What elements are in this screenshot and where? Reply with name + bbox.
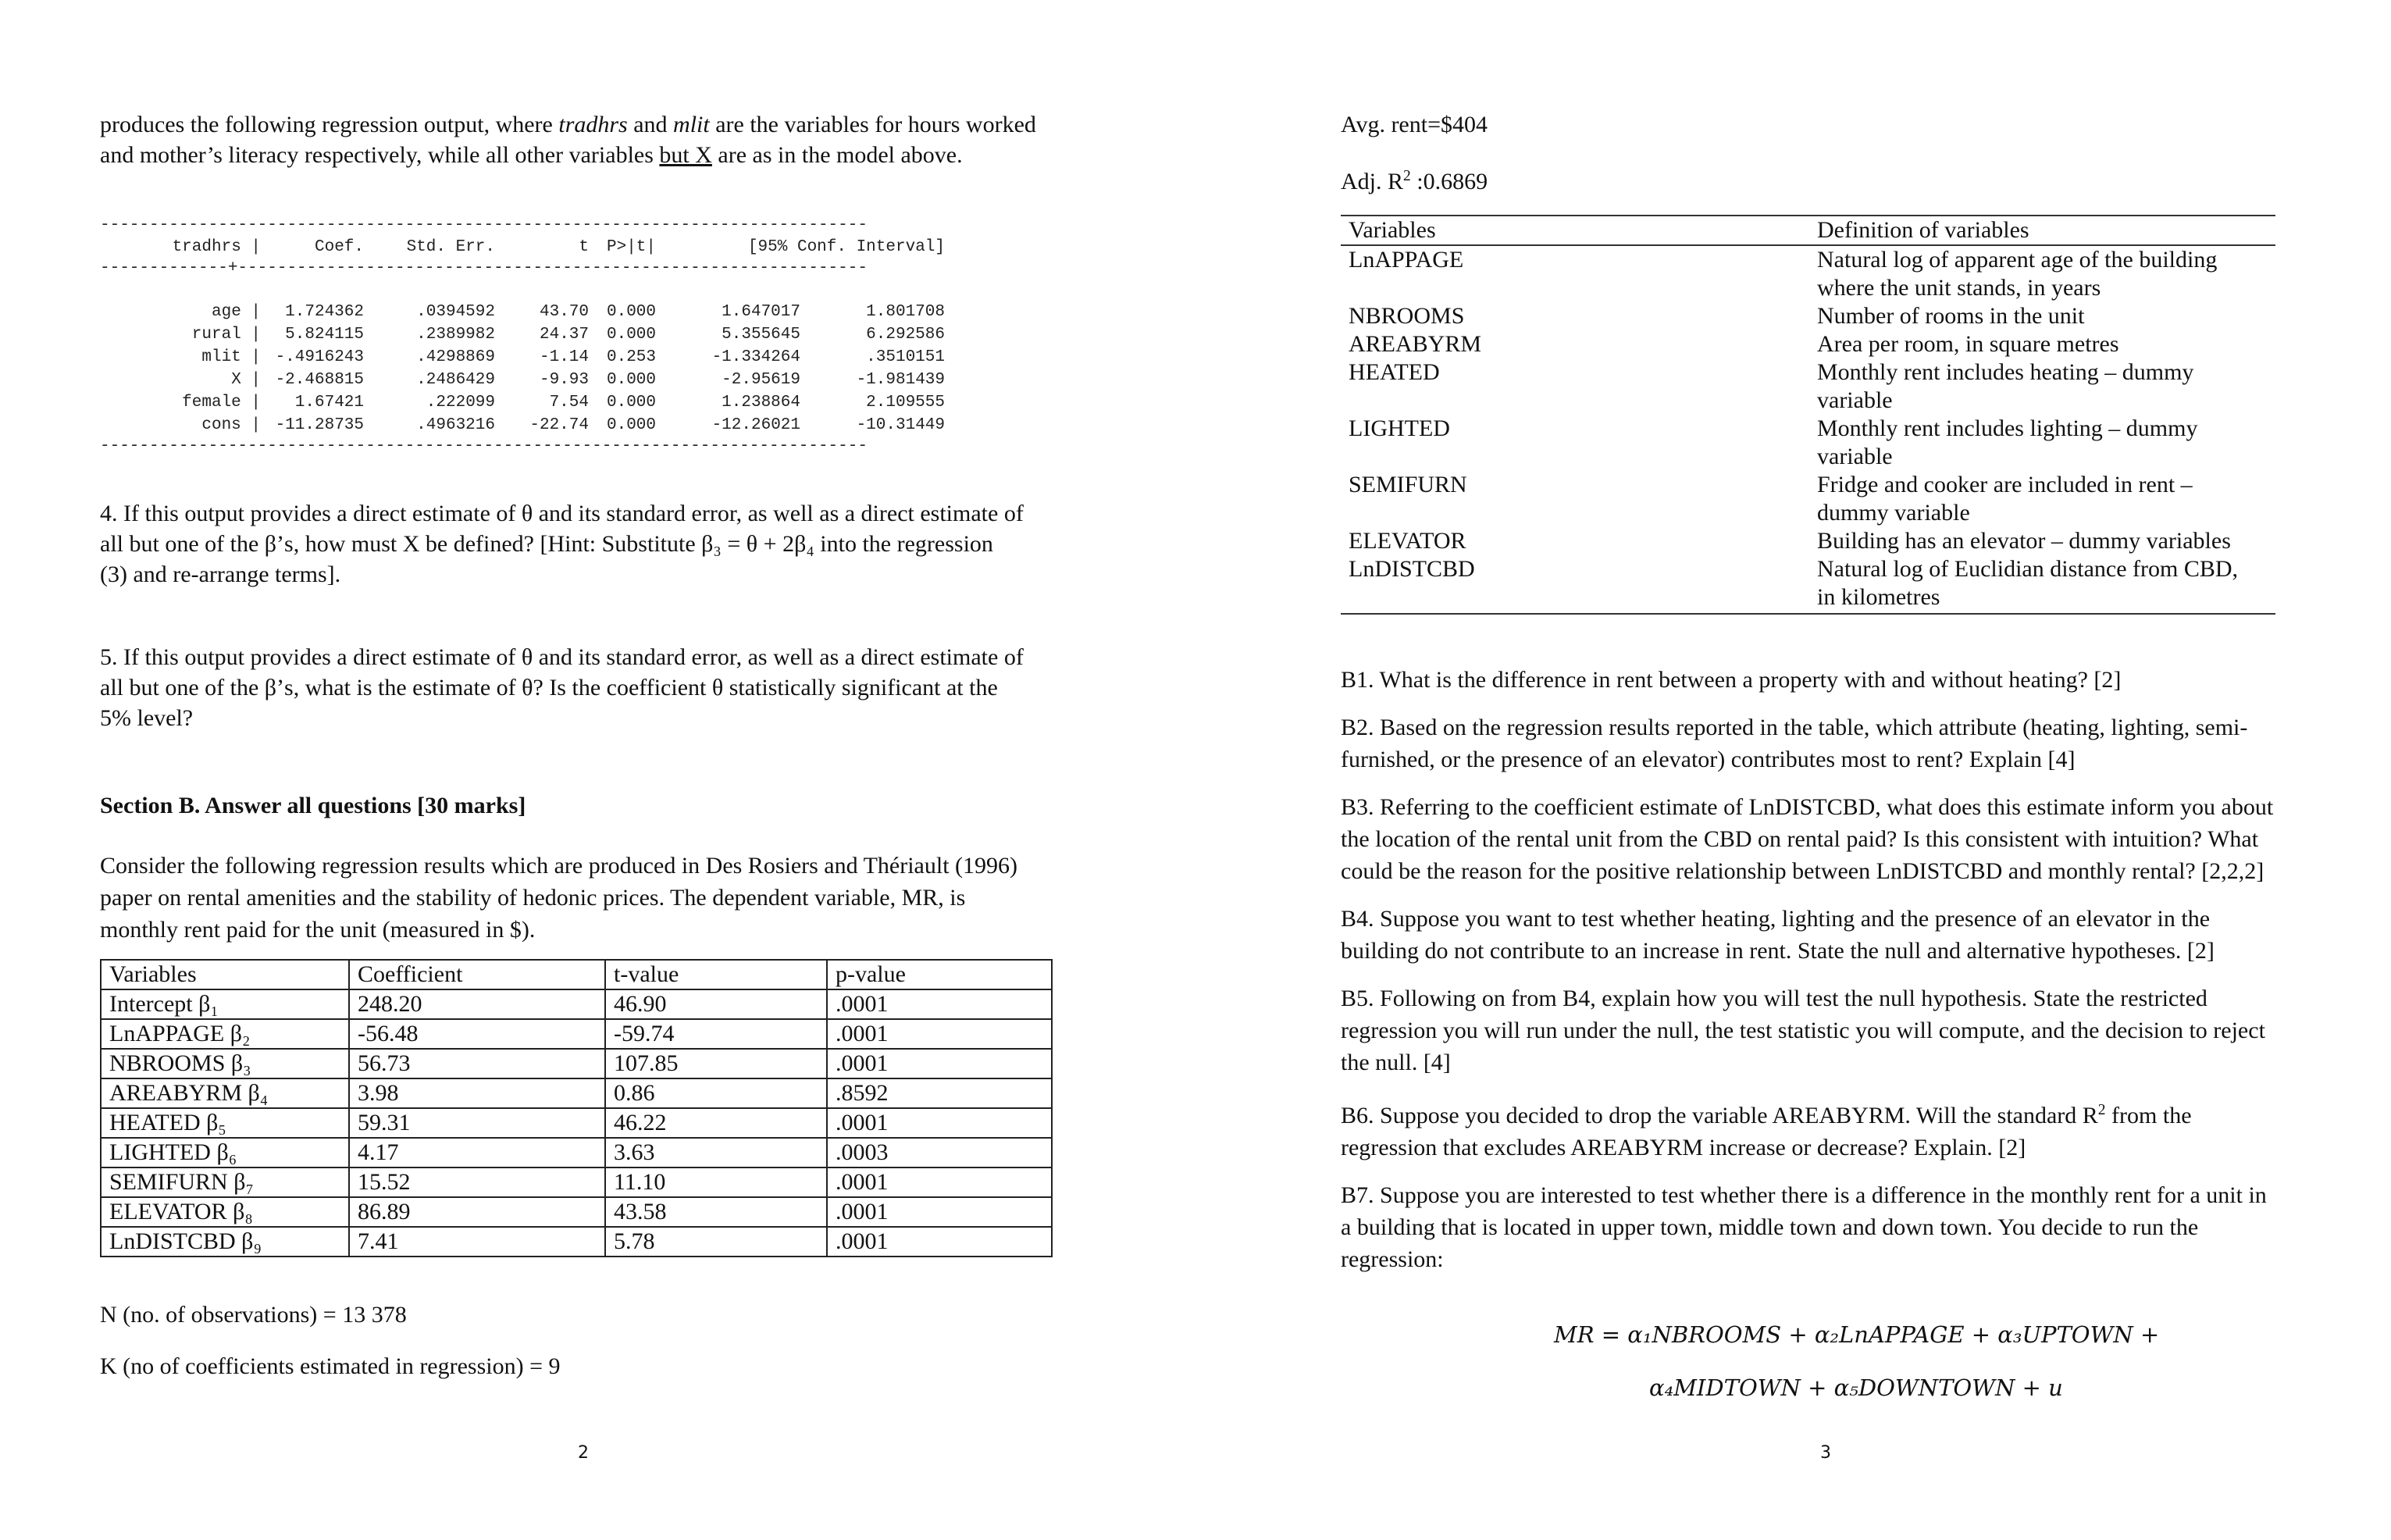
stata-cell: .3510151	[866, 348, 945, 366]
consider-line: paper on rental amenities and the stability of hedonic prices. The dependent variable, MR, is	[100, 885, 966, 911]
table-cell: .0003	[827, 1138, 1052, 1167]
stata-cell: rural |	[191, 326, 261, 344]
stata-cell: -1.334264	[711, 348, 800, 366]
variable-name-cell: HEATED	[1349, 359, 1440, 385]
table-row	[1341, 245, 2275, 302]
definition-line: Fridge and cooker are included in rent –	[1817, 472, 2193, 497]
definition-line: Area per room, in square metres	[1817, 331, 2119, 357]
adj-r-squared	[1341, 161, 1488, 197]
table-cell: 3.63	[605, 1138, 827, 1167]
stata-cell: 0.000	[606, 394, 656, 412]
consider-line: monthly rent paid for the unit (measured in $).	[100, 917, 536, 943]
stata-cell: -2.95619	[722, 371, 800, 389]
table-cell: HEATED β₅	[101, 1108, 349, 1138]
table-cell: 86.89	[349, 1197, 605, 1227]
stata-cell: 1.238864	[722, 394, 800, 412]
b6-line: B6. Suppose you decided to drop the variable AREABYRM. Will the standard R	[1341, 1103, 2098, 1128]
variable-name-cell: LnDISTCBD	[1341, 555, 1809, 614]
stata-cell: -1.14	[539, 348, 589, 366]
intro-underlined: but X	[659, 142, 712, 168]
table-cell: .0001	[827, 1049, 1052, 1078]
b4-line: building do not contribute to an increase in rent. State the null and alternative hypotheses. [2]	[1341, 938, 2215, 964]
stata-head-ci: [95% Conf. Interval]	[747, 238, 945, 256]
table-row	[101, 1167, 1052, 1197]
stata-cell: .4963216	[416, 416, 495, 434]
stata-cell: 1.647017	[722, 303, 800, 321]
table-row	[1341, 415, 2275, 471]
table-header-row	[101, 960, 1052, 989]
table-row	[1341, 358, 2275, 415]
table-cell: 46.90	[605, 989, 827, 1019]
variable-definitions-table	[1341, 215, 2275, 615]
consider-paragraph	[100, 850, 1017, 946]
b3-line: the location of the rental unit from the CBD on rental paid? Is this consistent with intuition? What	[1341, 826, 2259, 852]
stata-cell: 24.37	[539, 326, 589, 344]
question-b1: B1. What is the difference in rent between a property with and without heating? [2]	[1341, 667, 2122, 693]
q4-line: all but one of the β’s, how must X be defined? [Hint: Substitute β₃ = θ + 2β₄ into the regression	[100, 531, 993, 557]
table-row	[101, 1197, 1052, 1227]
table-cell: .0001	[827, 1167, 1052, 1197]
table-cell: .0001	[827, 1108, 1052, 1138]
b7-line: a building that is located in upper town, middle town and down town. You decide to run the	[1341, 1214, 2199, 1240]
stata-cell: 0.000	[606, 371, 656, 389]
stata-cell: 1.801708	[866, 303, 945, 321]
table-row	[101, 1138, 1052, 1167]
definition-line: Natural log of apparent age of the building	[1817, 247, 2218, 273]
table-cell: 11.10	[605, 1167, 827, 1197]
intro-text: and mother’s literacy respectively, while all other variables	[100, 142, 660, 168]
stata-cell: mlit |	[201, 348, 261, 366]
stata-cell: 0.000	[606, 303, 656, 321]
table-cell: 46.22	[605, 1108, 827, 1138]
stata-cell: -9.93	[539, 371, 589, 389]
definition-cell	[1809, 471, 2275, 527]
table-cell: 0.86	[605, 1078, 827, 1108]
b7-line: B7. Suppose you are interested to test whether there is a difference in the monthly rent for a unit in	[1341, 1182, 2267, 1208]
stata-cell: 0.000	[606, 326, 656, 344]
stata-cell: .4298869	[416, 348, 495, 366]
table-cell: .0001	[827, 989, 1052, 1019]
page-number: 3	[1820, 1443, 1831, 1463]
stata-output	[100, 216, 1084, 457]
var-mlit: mlit	[673, 112, 710, 137]
table-row	[1341, 527, 2275, 555]
table-cell: 15.52	[349, 1167, 605, 1197]
stata-cell: .2486429	[416, 371, 495, 389]
definition-line: in kilometres	[1817, 584, 1940, 610]
definition-cell	[1809, 245, 2275, 302]
definition-line: dummy variable	[1817, 500, 1970, 526]
stata-cell: 7.54	[549, 394, 589, 412]
adj-r2-value: :0.6869	[1410, 169, 1488, 194]
stata-cell: -11.28735	[275, 416, 364, 434]
table-cell: 4.17	[349, 1138, 605, 1167]
adj-r2-label: Adj. R	[1341, 169, 1404, 194]
stata-row	[100, 414, 945, 437]
definition-line: Natural log of Euclidian distance from CBD,	[1817, 556, 2239, 582]
q5-line: all but one of the β’s, what is the estimate of θ? Is the coefficient θ statistically significant at the	[100, 675, 998, 700]
variable-name-cell: ELEVATOR	[1349, 528, 1466, 554]
b4-line: B4. Suppose you want to test whether heating, lighting and the presence of an elevator in the	[1341, 906, 2211, 932]
stata-cell: -22.74	[529, 416, 589, 434]
q5-line: 5% level?	[100, 705, 194, 731]
b7-line: regression:	[1341, 1246, 1444, 1272]
stata-cell: 6.292586	[866, 326, 945, 344]
definition-line: Number of rooms in the unit	[1817, 303, 2085, 329]
definition-cell	[1809, 358, 2275, 415]
stata-cell: X |	[231, 371, 261, 389]
table-row	[1341, 471, 2275, 527]
col-header-variables: Variables	[101, 960, 349, 989]
variable-name-cell: LnAPPAGE	[1349, 247, 1464, 273]
table-cell: 56.73	[349, 1049, 605, 1078]
stata-rule-bottom: ------------------------------------------------------------------------------	[100, 437, 868, 455]
variable-name-cell: SEMIFURN	[1349, 472, 1467, 497]
b5-line: the null. [4]	[1341, 1050, 1451, 1075]
stata-cell: -12.26021	[711, 416, 800, 434]
table-row	[101, 1049, 1052, 1078]
table-cell: 5.78	[605, 1227, 827, 1257]
definition-line: variable	[1817, 444, 1893, 469]
b3-line: could be the reason for the positive relationship between LnDISTCBD and monthly rental? [2,2,2]	[1341, 858, 2265, 884]
table-cell: AREABYRM β₄	[101, 1078, 349, 1108]
b5-line: regression you will run under the null, the test statistic you will compute, and the decision to reject	[1341, 1018, 2265, 1043]
table-cell: -56.48	[349, 1019, 605, 1049]
table-row	[101, 1078, 1052, 1108]
b6-line: regression that excludes AREABYRM increase or decrease? Explain. [2]	[1341, 1135, 2026, 1160]
stata-row	[100, 301, 945, 323]
question-b6	[1341, 1094, 2356, 1164]
table-cell: 248.20	[349, 989, 605, 1019]
col-header-t-value: t-value	[605, 960, 827, 989]
table-row	[1341, 302, 2275, 330]
stata-head-var: tradhrs |	[172, 238, 261, 256]
b2-line: furnished, or the presence of an elevator) contributes most to rent? Explain [4]	[1341, 747, 2076, 772]
table-row	[1341, 330, 2275, 358]
stata-cell: 0.253	[606, 348, 656, 366]
col-header-variables: Variables	[1341, 216, 1809, 245]
b5-line: B5. Following on from B4, explain how you will test the null hypothesis. State the restricted	[1341, 986, 2207, 1011]
table-cell: NBROOMS β₃	[101, 1049, 349, 1078]
question-b2	[1341, 711, 2356, 775]
var-tradhrs: tradhrs	[558, 112, 628, 137]
variable-name-cell: NBROOMS	[1349, 303, 1465, 329]
avg-rent: Avg. rent=$404	[1341, 112, 1488, 137]
table-cell: LIGHTED β₆	[101, 1138, 349, 1167]
equation-line-1: MR = α₁NBROOMS + α₂LnAPPAGE + α₃UPTOWN +	[1554, 1321, 2160, 1348]
stata-cell: .0394592	[416, 303, 495, 321]
definition-line: variable	[1817, 387, 1893, 413]
stata-cell: -10.31449	[856, 416, 945, 434]
table-cell: SEMIFURN β₇	[101, 1167, 349, 1197]
page-number: 2	[578, 1443, 589, 1463]
table-row	[1341, 555, 2275, 614]
stata-header	[100, 236, 945, 258]
stata-cell: .2389982	[416, 326, 495, 344]
stata-head-se: Std. Err.	[406, 238, 495, 256]
q5-line: 5. If this output provides a direct estimate of θ and its standard error, as well as a direct estimate of	[100, 644, 1024, 670]
variable-name-cell: LIGHTED	[1349, 415, 1450, 441]
stata-cell: 5.355645	[722, 326, 800, 344]
question-b3	[1341, 791, 2356, 887]
k-coefficients: K (no of coefficients estimated in regression) = 9	[100, 1353, 561, 1379]
col-header-p-value: p-value	[827, 960, 1052, 989]
question-4	[100, 498, 1024, 590]
table-cell: .0001	[827, 1019, 1052, 1049]
n-observations: N (no. of observations) = 13 378	[100, 1302, 407, 1328]
table-cell: 107.85	[605, 1049, 827, 1078]
stata-cell: 1.724362	[285, 303, 364, 321]
b2-line: B2. Based on the regression results reported in the table, which attribute (heating, lighting, semi-	[1341, 715, 2248, 740]
table-cell: LnDISTCBD β₉	[101, 1227, 349, 1257]
stata-cell: -1.981439	[856, 371, 945, 389]
table-cell: -59.74	[605, 1019, 827, 1049]
stata-cell: 0.000	[606, 416, 656, 434]
stata-cell: age |	[211, 303, 261, 321]
question-b4	[1341, 903, 2356, 967]
stata-cell: 1.67421	[294, 394, 364, 412]
table-row	[101, 1019, 1052, 1049]
stata-cell: female |	[182, 394, 261, 412]
definition-cell	[1809, 330, 2275, 358]
definition-cell	[1809, 415, 2275, 471]
definition-cell	[1809, 302, 2275, 330]
table-cell: Intercept β₁	[101, 989, 349, 1019]
variable-name-cell: AREABYRM	[1349, 331, 1482, 357]
section-b-questions	[1341, 664, 2356, 1275]
definition-line: Monthly rent includes lighting – dummy	[1817, 415, 2198, 441]
stata-cell: -2.468815	[275, 371, 364, 389]
table-cell: 43.58	[605, 1197, 827, 1227]
question-b5	[1341, 982, 2356, 1078]
intro-text: produces the following regression output, where	[100, 112, 559, 137]
b3-line: B3. Referring to the coefficient estimate of LnDISTCBD, what does this estimate inform you about	[1341, 794, 2274, 820]
stata-cell: .222099	[426, 394, 495, 412]
stata-rule-top: ------------------------------------------------------------------------------	[100, 216, 868, 234]
table-cell: .0001	[827, 1197, 1052, 1227]
stata-head-coef: Coef.	[314, 238, 364, 256]
intro-text: are as in the model above.	[711, 142, 963, 168]
table-row	[101, 989, 1052, 1019]
stata-cell: cons |	[201, 416, 261, 434]
table-cell: .0001	[827, 1227, 1052, 1257]
table-cell: 59.31	[349, 1108, 605, 1138]
b6-line: from the	[2105, 1103, 2192, 1128]
definition-line: where the unit stands, in years	[1817, 275, 2101, 301]
section-b-title: Section B. Answer all questions [30 marks]	[100, 793, 526, 818]
question-b7	[1341, 1179, 2356, 1275]
regression-results-table	[100, 959, 1053, 1257]
intro-paragraph	[100, 109, 1036, 170]
col-header-definition: Definition of variables	[1809, 216, 2275, 245]
intro-text: are the variables for hours worked	[709, 112, 1036, 137]
table-cell: LnAPPAGE β₂	[101, 1019, 349, 1049]
definition-line: Monthly rent includes heating – dummy	[1817, 359, 2194, 385]
q4-line: (3) and re-arrange terms].	[100, 561, 341, 587]
adj-r2-superscript: 2	[1403, 168, 1411, 184]
question-5	[100, 642, 1024, 733]
stata-row	[100, 323, 945, 346]
stata-body	[100, 301, 945, 437]
table-cell: 3.98	[349, 1078, 605, 1108]
stata-head-t: t	[579, 238, 589, 256]
stata-row	[100, 391, 945, 414]
table-row	[101, 1108, 1052, 1138]
stata-cell: 2.109555	[866, 394, 945, 412]
stata-cell: 43.70	[539, 303, 589, 321]
stata-cell: -.4916243	[275, 348, 364, 366]
definition-line: Building has an elevator – dummy variables	[1817, 528, 2231, 554]
table-row	[101, 1227, 1052, 1257]
table-cell: ELEVATOR β₈	[101, 1197, 349, 1227]
stata-head-p: P>|t|	[606, 238, 656, 256]
b6-superscript: 2	[2097, 1102, 2106, 1118]
stata-row	[100, 346, 945, 369]
table-header-row	[1341, 216, 2275, 245]
col-header-coefficient: Coefficient	[349, 960, 605, 989]
table-cell: .8592	[827, 1078, 1052, 1108]
consider-line: Consider the following regression results which are produced in Des Rosiers and Thériault (1996)	[100, 853, 1018, 879]
stata-rule-mid: -------------+----------------------------------------------------------------	[100, 259, 868, 277]
q4-line: 4. If this output provides a direct estimate of θ and its standard error, as well as a direct estimate of	[100, 501, 1024, 526]
definition-cell	[1809, 555, 2275, 614]
stata-cell: 5.824115	[285, 326, 364, 344]
table-cell: 7.41	[349, 1227, 605, 1257]
equation-line-2: α₄MIDTOWN + α₅DOWNTOWN + u	[1649, 1374, 2063, 1401]
stata-row	[100, 369, 945, 391]
intro-text: and	[627, 112, 674, 137]
definition-cell	[1809, 527, 2275, 555]
